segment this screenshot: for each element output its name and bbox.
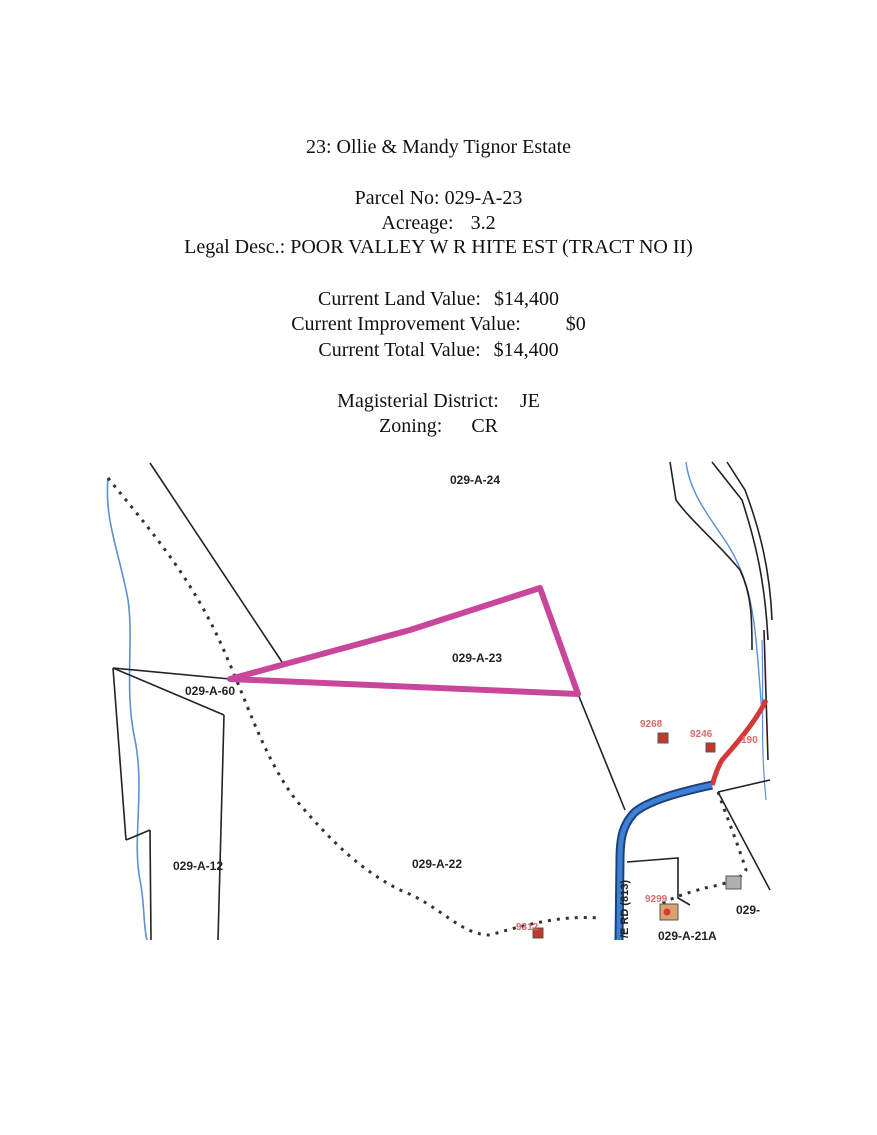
acreage-value: 3.2 [470, 212, 496, 234]
parcel-label-029-a-12: 029-A-12 [173, 859, 224, 873]
zoning-value: CR [471, 415, 499, 437]
total-value-value: $14,400 [493, 339, 559, 361]
parcel-label-029-a-23: 029-A-23 [452, 651, 503, 665]
parcel-title: 23: Ollie & Mandy Tignor Estate [306, 136, 571, 158]
boundary-line [670, 462, 752, 650]
boundary-line [718, 792, 770, 890]
parcel-label-029-a-60: 029-A-60 [185, 684, 236, 698]
boundary-line [718, 780, 770, 792]
land-value-row [0, 288, 877, 310]
total-value-label: Current Total Value: [318, 339, 481, 361]
address-label-9312: 9312 [516, 922, 539, 933]
boundary-line [113, 668, 126, 840]
address-label-190: 190 [741, 735, 758, 746]
land-value-value: $14,400 [493, 288, 559, 310]
subject-parcel-029-a-23[interactable] [230, 588, 578, 694]
boundary-line [113, 668, 230, 679]
road-label: /E RD (813) [619, 879, 631, 938]
legal-desc-value: POOR VALLEY W R HITE EST (TRACT NO II) [290, 236, 693, 258]
acreage-row [0, 212, 877, 234]
building-marker [658, 733, 668, 743]
parcel-map [0, 455, 877, 955]
district-row [0, 390, 877, 412]
address-label-9246: 9246 [690, 729, 713, 740]
parcel-label-029-a-24: 029-A-24 [450, 473, 501, 487]
boundary-line [150, 830, 151, 940]
address-label-9299: 9299 [645, 894, 668, 905]
parcel-label-029-a-21a: 029-A-21A [658, 929, 717, 943]
boundary-line [150, 463, 282, 662]
improvement-value-value: $0 [565, 313, 586, 335]
improvement-value-label: Current Improvement Value: [291, 313, 521, 335]
parcel-number-row [0, 187, 877, 209]
parcel-label-029-partial: 029- [736, 903, 761, 917]
parcel-label-029-a-22: 029-A-22 [412, 857, 463, 871]
building-marker [664, 909, 671, 916]
building-marker [726, 876, 741, 889]
district-label: Magisterial District: [337, 390, 499, 412]
parcel-number-label: Parcel No: [354, 187, 440, 209]
legal-desc-row [0, 236, 877, 258]
boundary-line [764, 630, 768, 760]
total-value-row [0, 339, 877, 361]
boundary-line [218, 715, 224, 940]
boundary-line [712, 462, 768, 640]
building-marker [706, 743, 715, 752]
zoning-row [0, 415, 877, 437]
parcel-number-value: 029-A-23 [444, 187, 523, 209]
zoning-label: Zoning: [378, 415, 443, 437]
legal-desc-label: Legal Desc.: [184, 236, 286, 258]
district-value: JE [519, 390, 540, 412]
boundary-line [578, 694, 625, 810]
improvement-value-row [0, 313, 877, 335]
land-value-label: Current Land Value: [318, 288, 481, 310]
stream-right [686, 462, 762, 712]
stream-left [107, 478, 147, 940]
address-label-9268: 9268 [640, 719, 663, 730]
acreage-label: Acreage: [381, 212, 454, 234]
road-red [712, 700, 766, 785]
